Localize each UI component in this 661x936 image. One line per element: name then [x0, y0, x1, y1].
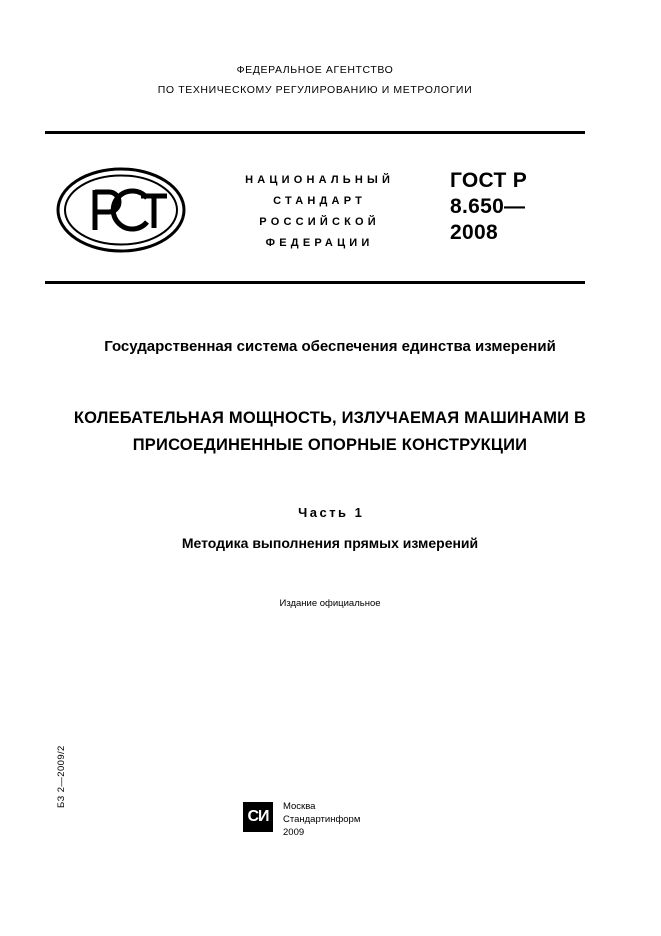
standard-word-4: ФЕДЕРАЦИИ — [265, 237, 374, 249]
agency-line-2: ПО ТЕХНИЧЕСКОМУ РЕГУЛИРОВАНИЮ И МЕТРОЛОГИИ — [157, 84, 473, 96]
gost-number-line-1: ГОСТ Р — [450, 169, 528, 192]
official-edition-note: Издание официальное — [279, 598, 381, 609]
publisher-year: 2009 — [283, 827, 305, 838]
standard-words-block — [210, 170, 425, 254]
publisher-block — [235, 800, 435, 850]
gost-number-line-3: 2008 — [450, 221, 498, 244]
part-label: Часть 1 — [298, 505, 365, 520]
gost-number-line-2: 8.650— — [450, 195, 526, 218]
publisher-name: Стандартинформ — [283, 814, 361, 825]
agency-line-1: ФЕДЕРАЛЬНОЕ АГЕНТСТВО — [236, 64, 394, 76]
gost-number-block — [450, 168, 610, 246]
side-code — [42, 690, 67, 810]
side-code-text: БЗ 2—2009/2 — [56, 745, 67, 808]
publisher-text — [283, 800, 433, 839]
rst-emblem-icon — [55, 166, 187, 254]
standartinform-logo-icon: СИ — [243, 802, 273, 832]
page-title: КОЛЕБАТЕЛЬНАЯ МОЩНОСТЬ, ИЗЛУЧАЕМАЯ МАШИНАМИ В ПРИСОЕДИНЕННЫЕ ОПОРНЫЕ КОНСТРУКЦИИ — [73, 409, 587, 454]
method-subtitle: Методика выполнения прямых измерений — [181, 535, 479, 551]
publisher-city: Москва — [283, 801, 316, 812]
system-title: Государственная система обеспечения единства измерений — [104, 338, 556, 355]
agency-header — [45, 60, 585, 100]
standard-word-1: НАЦИОНАЛЬНЫЙ — [245, 174, 395, 186]
header-divider-bottom — [45, 281, 585, 284]
standard-word-2: СТАНДАРТ — [273, 195, 367, 207]
standard-word-3: РОССИЙСКОЙ — [259, 216, 380, 228]
header-divider-top — [45, 131, 585, 134]
